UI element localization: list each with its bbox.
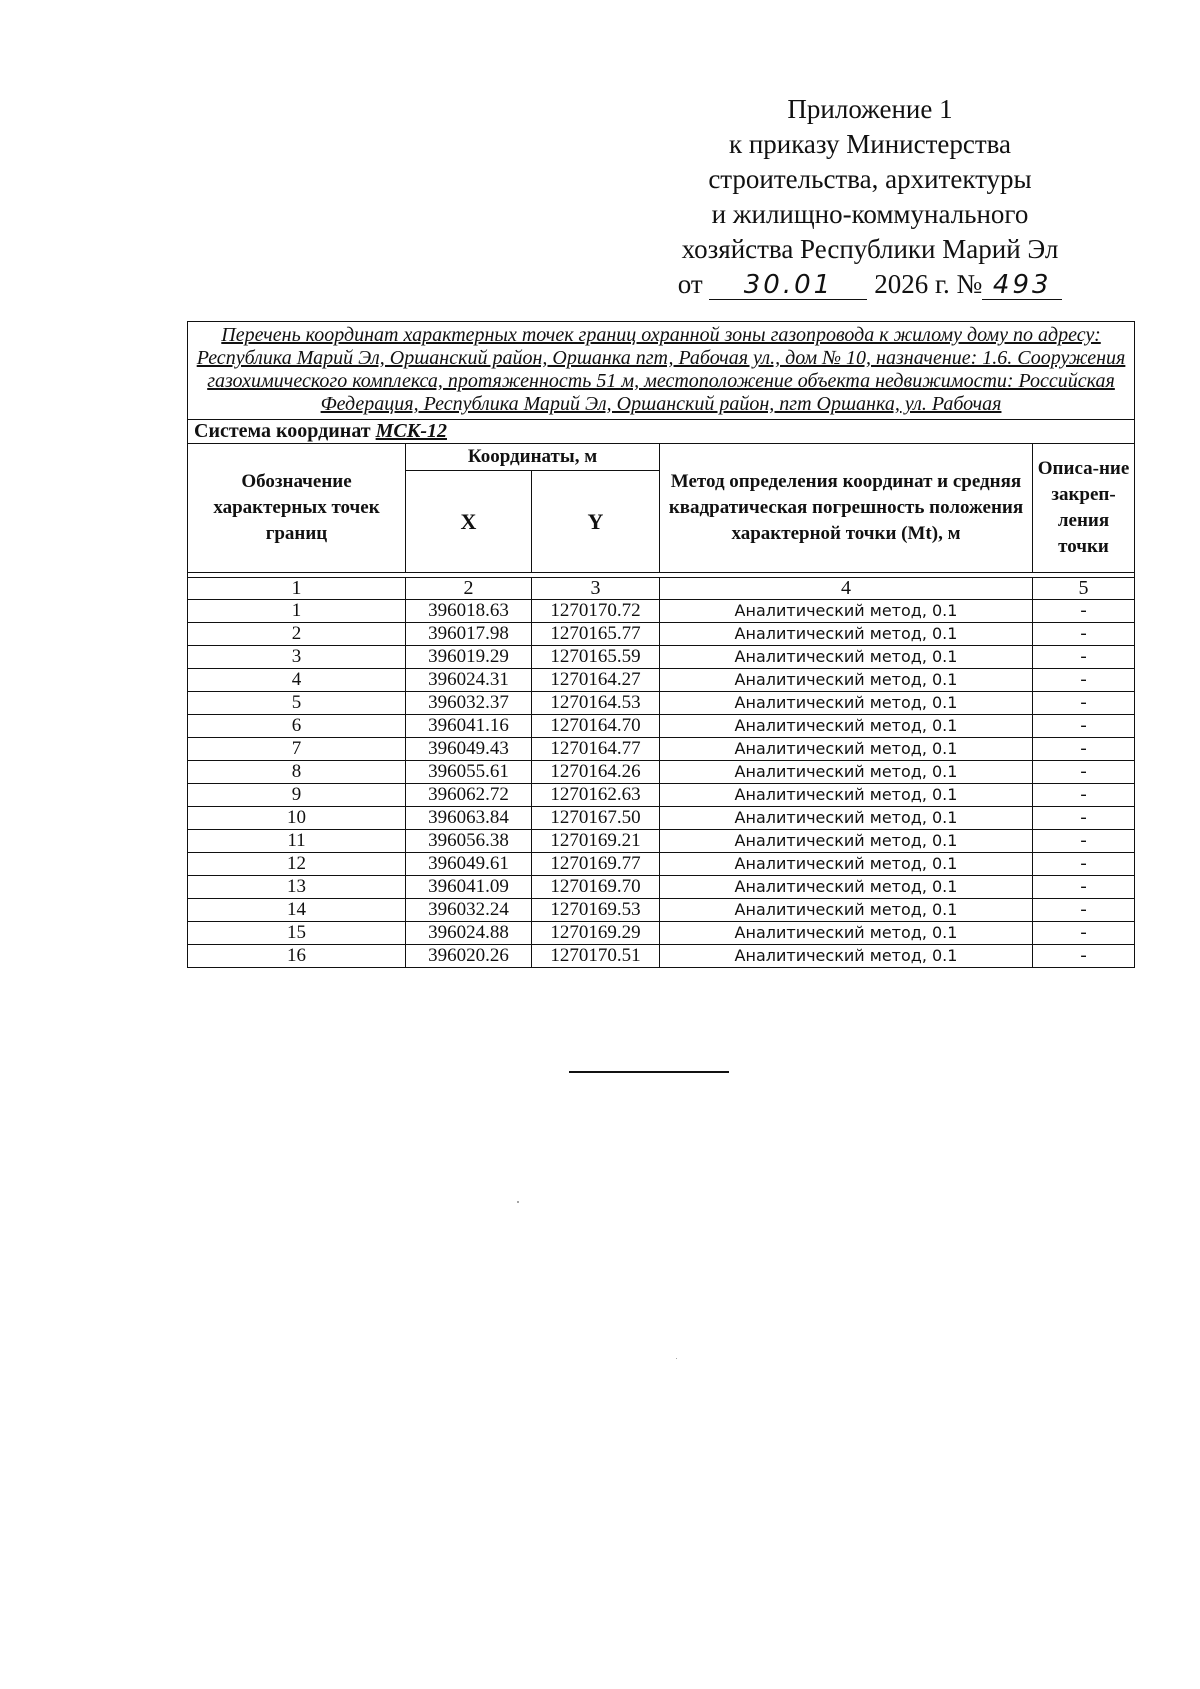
method-cell: Аналитический метод, 0.1 [660, 853, 1033, 876]
scan-speck [517, 1201, 519, 1203]
x-coordinate-cell: 396041.09 [406, 876, 532, 899]
y-coordinate-cell: 1270169.53 [532, 899, 660, 922]
point-number-cell: 13 [188, 876, 406, 899]
x-coordinate-cell: 396017.98 [406, 623, 532, 646]
description-cell: - [1033, 692, 1135, 715]
table-row [188, 669, 1135, 692]
handwritten-order-number: 493 [982, 271, 1062, 300]
y-coordinate-cell: 1270164.27 [532, 669, 660, 692]
method-cell: Аналитический метод, 0.1 [660, 922, 1033, 945]
method-cell: Аналитический метод, 0.1 [660, 715, 1033, 738]
x-coordinate-cell: 396049.61 [406, 853, 532, 876]
description-cell: - [1033, 669, 1135, 692]
y-coordinate-cell: 1270164.70 [532, 715, 660, 738]
method-cell: Аналитический метод, 0.1 [660, 738, 1033, 761]
column-number-row [188, 578, 1135, 600]
description-cell: - [1033, 945, 1135, 968]
point-number-cell: 9 [188, 784, 406, 807]
method-cell: Аналитический метод, 0.1 [660, 669, 1033, 692]
y-coordinate-cell: 1270169.29 [532, 922, 660, 945]
point-number-cell: 11 [188, 830, 406, 853]
scan-speck [676, 1358, 677, 1359]
x-coordinate-cell: 396024.88 [406, 922, 532, 945]
description-cell: - [1033, 738, 1135, 761]
method-cell: Аналитический метод, 0.1 [660, 692, 1033, 715]
table-row [188, 738, 1135, 761]
x-coordinate-cell: 396019.29 [406, 646, 532, 669]
x-coordinate-cell: 396062.72 [406, 784, 532, 807]
method-cell: Аналитический метод, 0.1 [660, 623, 1033, 646]
closing-line [569, 1071, 729, 1073]
point-number-cell: 16 [188, 945, 406, 968]
x-coordinate-cell: 396018.63 [406, 600, 532, 623]
table-row [188, 830, 1135, 853]
header-line-1: Приложение 1 [787, 94, 953, 124]
table-caption: Перечень координат характерных точек границ охранной зоны газопровода к жилому дому по адресу: Республика Марий Эл, Оршанский район, Оршанка пгт, Рабочая ул., дом № 10, назначение: 1.6. Сооружения газохимического комплекса, протяженность 51 м, местоположение объекта недвижимости: Российская Федерация, Республика Марий Эл, Оршанский район, пгт Оршанка, ул. Рабочая [188, 322, 1135, 420]
column-number: 5 [1033, 578, 1135, 600]
y-coordinate-cell: 1270170.51 [532, 945, 660, 968]
column-number: 2 [406, 578, 532, 600]
table-row [188, 646, 1135, 669]
description-cell: - [1033, 623, 1135, 646]
system-row [188, 420, 1135, 444]
method-cell: Аналитический метод, 0.1 [660, 876, 1033, 899]
method-cell: Аналитический метод, 0.1 [660, 899, 1033, 922]
x-coordinate-cell: 396041.16 [406, 715, 532, 738]
y-coordinate-cell: 1270169.70 [532, 876, 660, 899]
coordinate-system-label: Система координат [194, 420, 371, 442]
coordinate-system-value: МСК-12 [375, 420, 447, 442]
point-number-cell: 5 [188, 692, 406, 715]
column-number: 3 [532, 578, 660, 600]
description-cell: - [1033, 830, 1135, 853]
y-coordinate-cell: 1270169.21 [532, 830, 660, 853]
table-row [188, 899, 1135, 922]
column-number: 1 [188, 578, 406, 600]
point-number-cell: 8 [188, 761, 406, 784]
header-x: X [406, 471, 532, 573]
table-row [188, 623, 1135, 646]
x-coordinate-cell: 396024.31 [406, 669, 532, 692]
column-number: 4 [660, 578, 1033, 600]
x-coordinate-cell: 396032.24 [406, 899, 532, 922]
description-cell: - [1033, 876, 1135, 899]
y-coordinate-cell: 1270167.50 [532, 807, 660, 830]
header-line-4: и жилищно-коммунального [711, 199, 1029, 229]
point-number-cell: 7 [188, 738, 406, 761]
table-row [188, 922, 1135, 945]
coordinates-table [187, 321, 1135, 968]
handwritten-date: 30.01 [709, 271, 867, 300]
coordinate-system-cell [188, 420, 1135, 444]
method-cell: Аналитический метод, 0.1 [660, 600, 1033, 623]
y-coordinate-cell: 1270169.77 [532, 853, 660, 876]
method-cell: Аналитический метод, 0.1 [660, 945, 1033, 968]
table-row [188, 761, 1135, 784]
point-number-cell: 12 [188, 853, 406, 876]
description-cell: - [1033, 715, 1135, 738]
description-cell: - [1033, 646, 1135, 669]
y-coordinate-cell: 1270164.77 [532, 738, 660, 761]
x-coordinate-cell: 396049.43 [406, 738, 532, 761]
description-cell: - [1033, 807, 1135, 830]
table-row [188, 945, 1135, 968]
method-cell: Аналитический метод, 0.1 [660, 761, 1033, 784]
year-text: 2026 г. № [874, 269, 983, 299]
header-method: Метод определения координат и средняя квадратическая погрешность положения характерной точки (Mt), м [660, 444, 1033, 573]
method-cell: Аналитический метод, 0.1 [660, 830, 1033, 853]
description-cell: - [1033, 853, 1135, 876]
date-prefix: от [677, 269, 703, 299]
description-cell: - [1033, 899, 1135, 922]
description-cell: - [1033, 600, 1135, 623]
y-coordinate-cell: 1270164.53 [532, 692, 660, 715]
table-row [188, 807, 1135, 830]
header-y: Y [532, 471, 660, 573]
header-line-3: строительства, архитектуры [708, 164, 1032, 194]
point-number-cell: 15 [188, 922, 406, 945]
table-row [188, 715, 1135, 738]
description-cell: - [1033, 922, 1135, 945]
y-coordinate-cell: 1270162.63 [532, 784, 660, 807]
point-number-cell: 3 [188, 646, 406, 669]
description-cell: - [1033, 784, 1135, 807]
header-line-5: хозяйства Республики Марий Эл [681, 234, 1059, 264]
point-number-cell: 10 [188, 807, 406, 830]
header-coordinates: Координаты, м [406, 444, 660, 471]
y-coordinate-cell: 1270165.59 [532, 646, 660, 669]
x-coordinate-cell: 396032.37 [406, 692, 532, 715]
table-row [188, 853, 1135, 876]
x-coordinate-cell: 396063.84 [406, 807, 532, 830]
appendix-header [640, 92, 1100, 302]
point-number-cell: 2 [188, 623, 406, 646]
x-coordinate-cell: 396055.61 [406, 761, 532, 784]
x-coordinate-cell: 396020.26 [406, 945, 532, 968]
method-cell: Аналитический метод, 0.1 [660, 807, 1033, 830]
y-coordinate-cell: 1270165.77 [532, 623, 660, 646]
table-row [188, 692, 1135, 715]
y-coordinate-cell: 1270170.72 [532, 600, 660, 623]
y-coordinate-cell: 1270164.26 [532, 761, 660, 784]
description-cell: - [1033, 761, 1135, 784]
x-coordinate-cell: 396056.38 [406, 830, 532, 853]
method-cell: Аналитический метод, 0.1 [660, 784, 1033, 807]
point-number-cell: 14 [188, 899, 406, 922]
header-designation: Обозначение характерных точек границ [188, 444, 406, 573]
table-row [188, 600, 1135, 623]
method-cell: Аналитический метод, 0.1 [660, 646, 1033, 669]
table-row [188, 876, 1135, 899]
table-row [188, 784, 1135, 807]
order-date-line [640, 267, 1100, 302]
header-line-2: к приказу Министерства [728, 129, 1012, 159]
caption-row [188, 322, 1135, 420]
point-number-cell: 1 [188, 600, 406, 623]
header-description: Описа-ние закреп-ления точки [1033, 444, 1135, 573]
point-number-cell: 4 [188, 669, 406, 692]
point-number-cell: 6 [188, 715, 406, 738]
header-row-1 [188, 444, 1135, 471]
